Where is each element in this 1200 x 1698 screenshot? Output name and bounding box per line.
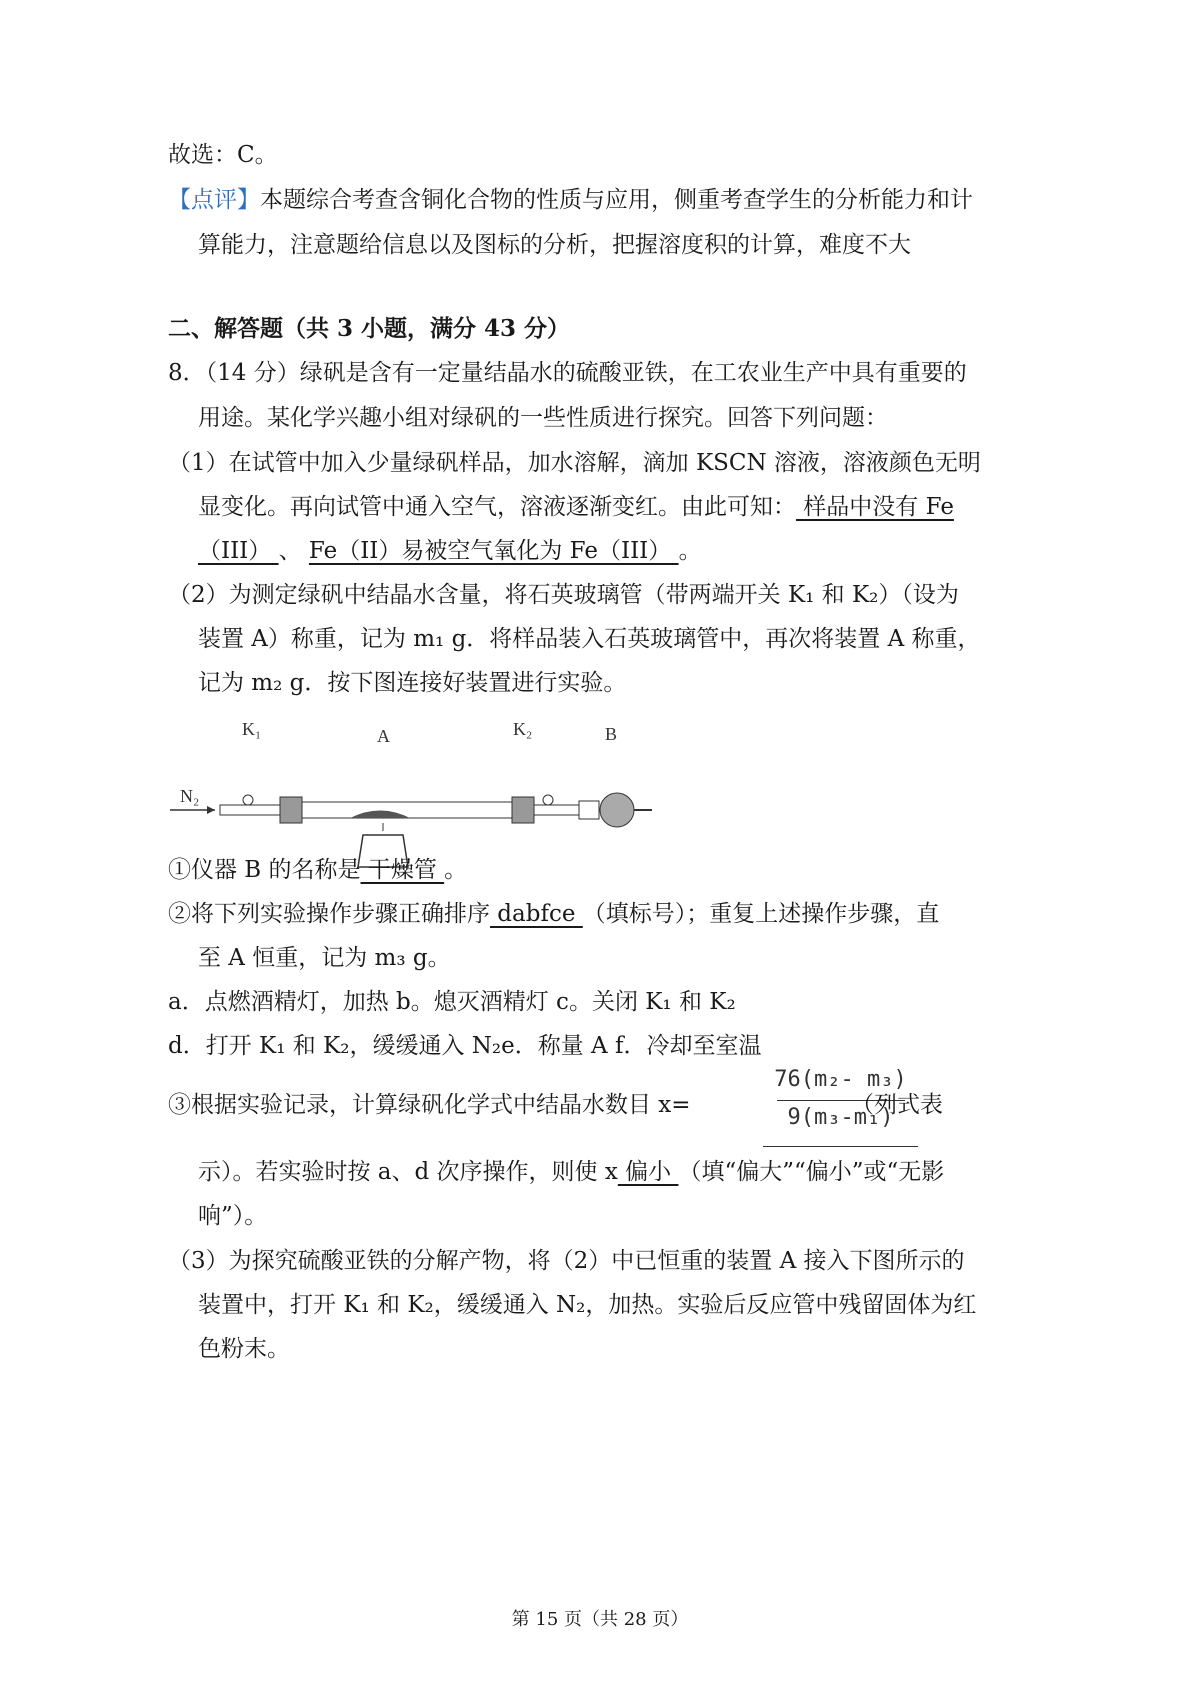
steps-line-1: a．点燃酒精灯，加热 b。熄灭酒精灯 c。关闭 K₁ 和 K₂ [168, 989, 736, 1015]
sub1-line [168, 855, 467, 885]
figure-label-k1: K₁ [242, 719, 262, 739]
sub3-line-2-text: 示）。若实验时按 a、d 次序操作，则使 x [198, 1159, 618, 1185]
figure-label-b: B [605, 724, 618, 744]
part1-line-1: （1）在试管中加入少量绿矾样品，加水溶解，滴加 KSCN 溶液，溶液颜色无明 [168, 450, 981, 476]
sub3-line-3: 响”）。 [198, 1203, 268, 1229]
formula-denominator: 9(m₃-m₁) [787, 1105, 894, 1130]
sub3-suffix: （列式表 [851, 1092, 943, 1118]
sub3-line-2 [198, 1157, 944, 1187]
gas-arrow-head [207, 806, 215, 814]
figure-label-n2: N₂ [180, 786, 200, 806]
part1-answer-1b: （III） [198, 538, 279, 564]
sub3-suffix-wrap [851, 1090, 943, 1120]
q8-line-1: 8．（14 分）绿矾是含有一定量结晶水的硫酸亚铁，在工农业生产中具有重要的 [168, 360, 967, 386]
sub3-answer: 偏小 [617, 1159, 679, 1185]
k2-valve [543, 795, 553, 805]
sub2-line-2: 至 A 恒重，记为 m₃ g。 [198, 945, 451, 971]
part1-end: 。 [678, 538, 702, 564]
sub3-line-2-suffix: （填“偏大”“偏小”或“无影 [678, 1159, 945, 1185]
page-footer: 第 15 页（共 28 页） [511, 1609, 689, 1630]
review-line-1 [168, 185, 973, 215]
stopper-right [512, 797, 534, 823]
formula-numerator: 76(m₂- m₃) [774, 1067, 907, 1092]
review-line-2: 算能力，注意题给信息以及图标的分析，把握溶度积的计算，难度不大 [198, 232, 911, 258]
part3-line-2: 装置中，打开 K₁ 和 K₂，缓缓通入 N₂，加热。实验后反应管中残留固体为红 [198, 1292, 977, 1318]
sub3-line-1: ③根据实验记录，计算绿矾化学式中结晶水数目 x= [168, 1092, 691, 1118]
part3-line-1: （3）为探究硫酸亚铁的分解产物，将（2）中已恒重的装置 A 接入下图所示的 [168, 1248, 965, 1274]
sample-heap [350, 811, 410, 819]
figure-label-k2: K₂ [513, 719, 533, 739]
sub2-line-1 [168, 899, 939, 929]
inlet-pipe [220, 805, 280, 815]
drying-tube-bulb [600, 793, 634, 827]
figure-label-a: A [377, 726, 390, 746]
sub1-text: ①仪器 B 的名称是 [168, 857, 361, 883]
part2-line-2: 装置 A）称重，记为 m₁ g．将样品装入石英玻璃管中，再次将装置 A 称重， [198, 626, 981, 652]
part1-separator: 、 [278, 538, 302, 564]
answer-conclusion: 故选：C。 [168, 142, 278, 168]
k1-valve [243, 795, 253, 805]
apparatus-figure [165, 715, 655, 875]
q8-line-2: 用途。某化学兴趣小组对绿矾的一些性质进行探究。回答下列问题： [198, 405, 888, 431]
outlet-pipe [534, 805, 579, 815]
part2-line-3: 记为 m₂ g．按下图连接好装置进行实验。 [198, 670, 627, 696]
part1-line-3 [198, 536, 702, 566]
review-tag: 【点评】 [168, 187, 260, 213]
sub1-end: 。 [444, 857, 468, 883]
part3-line-3: 色粉末。 [198, 1336, 290, 1362]
part1-answer-1a: 样品中没有 Fe [796, 494, 954, 520]
sub1-answer: 干燥管 [360, 857, 445, 883]
review-text-1: 本题综合考查含铜化合物的性质与应用，侧重考查学生的分析能力和计 [260, 187, 973, 213]
stopper-left [280, 797, 302, 823]
part2-line-1: （2）为测定绿矾中结晶水含量，将石英玻璃管（带两端开关 K₁ 和 K₂）（设为 [168, 582, 959, 608]
steps-line-2: d．打开 K₁ 和 K₂，缓缓通入 N₂e．称量 A f．冷却至室温 [168, 1033, 762, 1059]
part1-line-2 [198, 492, 954, 522]
sub2-answer: dabfce [490, 901, 583, 927]
section-heading: 二、解答题（共 3 小题，满分 43 分） [168, 315, 571, 342]
answer-underline [763, 1146, 918, 1147]
quartz-tube [302, 802, 512, 818]
drying-tube-neck [579, 801, 599, 819]
sub2-text: ②将下列实验操作步骤正确排序 [168, 901, 490, 927]
part1-answer-2: Fe（II）易被空气氧化为 Fe（III） [308, 538, 679, 564]
sub2-suffix: （填标号）；重复上述操作步骤，直 [582, 901, 940, 927]
part1-line-2-text: 显变化。再向试管中通入空气，溶液逐渐变红。由此可知： [198, 494, 796, 520]
